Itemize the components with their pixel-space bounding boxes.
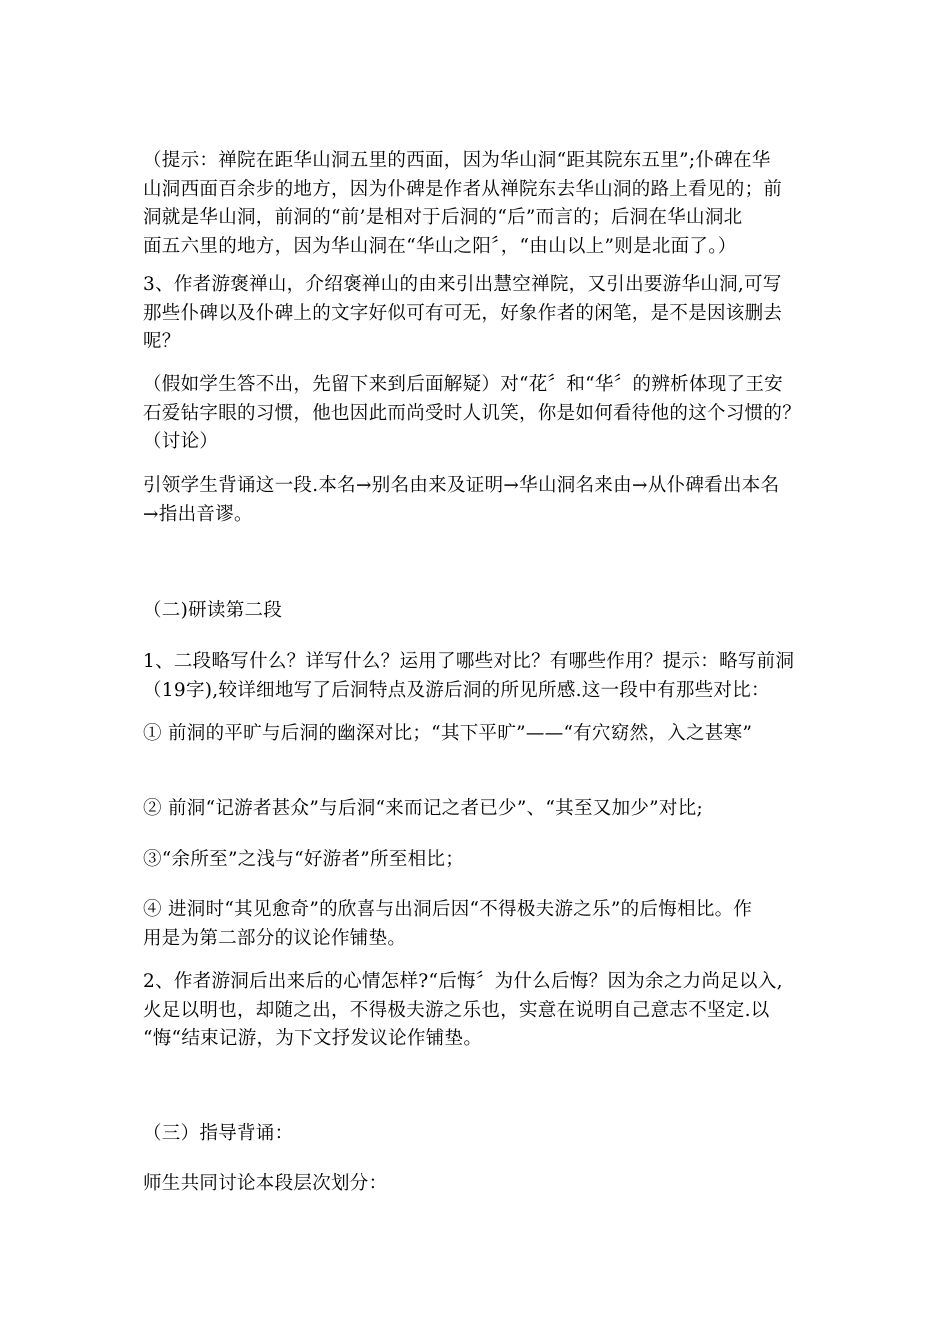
discussion-line-1: （假如学生答不出，先留下来到后面解疑）对“花〞和“华〞的辨析体现了王安 (143, 374, 783, 395)
hint-line-1: （提示：禅院在距华山洞五里的西面，因为华山洞“距其院东五里”;仆碑在华 (143, 150, 771, 171)
question-2-line-1: 2、作者游洞后出来后的心情怎样?“后悔〞为什么后悔？因为余之力尚足以入, (143, 971, 783, 992)
question-2-line-2: 火足以明也，却随之出，不得极夫游之乐也，实意在说明自己意志不坚定.以 (143, 999, 770, 1021)
hint-line-3: 洞就是华山洞，前洞的“前’是相对于后洞的“后”而言的；后洞在华山洞北 (143, 207, 743, 228)
question-1-line-1: 1、二段略写什么？详写什么？运用了哪些对比？有哪些作用？提示：略写前洞 (143, 651, 795, 672)
recite-line-2: →指出音谬。 (143, 503, 253, 525)
final-paragraph: 师生共同讨论本段层次划分： (143, 1173, 388, 1194)
question-2-line-3: “悔“结束记游，为下文抒发议论作铺垫。 (143, 1028, 483, 1049)
discussion-line-3: （讨论） (143, 431, 219, 452)
recite-paragraph (143, 472, 823, 529)
contrast-4-line-2: 用是为第二部分的议论作铺垫。 (143, 927, 407, 949)
contrast-2: ② 前洞“记游者甚众”与后洞“来而记之者已少”、“其至又加少”对比; (143, 798, 704, 819)
section-3-heading: （三）指导背诵： (143, 1123, 294, 1144)
contrast-3: ③“余所至”之浅与“好游者”所至相比； (143, 849, 465, 870)
question-3-line-3: 呢？ (143, 331, 181, 352)
contrast-4-line-1: ④ 进洞时“其见愈奇”的欣喜与出洞后因“不得极夫游之乐”的后悔相比。作 (143, 899, 753, 920)
recite-line-1: 引领学生背诵这一段.本名→别名由来及证明→华山洞名来由→从仆碑看出本名 (143, 475, 780, 496)
discussion-paragraph (143, 371, 823, 457)
contrast-4 (143, 896, 823, 953)
hint-paragraph (143, 147, 823, 261)
question-3-line-1: 3、作者游褒禅山，介绍褒禅山的由来引出慧空禅院，又引出要游华山洞,可写 (143, 274, 782, 295)
question-2-paragraph (143, 968, 823, 1054)
contrast-1: ① 前洞的平旷与后洞的幽深对比；“其下平旷”——“有穴窈然，入之甚寒” (143, 723, 753, 744)
section-2-heading: （二)研读第二段 (143, 600, 283, 621)
question-3-paragraph (143, 271, 823, 357)
question-1-line-2: （19字),较详细地写了后洞特点及游后洞的所见所感.这一段中有那些对比： (143, 679, 770, 701)
question-1-paragraph (143, 648, 823, 705)
question-3-line-2: 那些仆碑以及仆碑上的文字好似可有可无，好象作者的闲笔，是不是因该删去 (143, 302, 783, 324)
hint-line-2: 山洞西面百余步的地方，因为仆碑是作者从禅院东去华山洞的路上看见的；前 (143, 178, 783, 200)
hint-line-4: 面五六里的地方，因为华山洞在“华山之阳〞，“由山以上”则是北面了。） (143, 235, 737, 257)
discussion-line-2: 石爱钻字眼的习惯，他也因此而尚受时人讥笑，你是如何看待他的这个习惯的？ (143, 402, 802, 424)
